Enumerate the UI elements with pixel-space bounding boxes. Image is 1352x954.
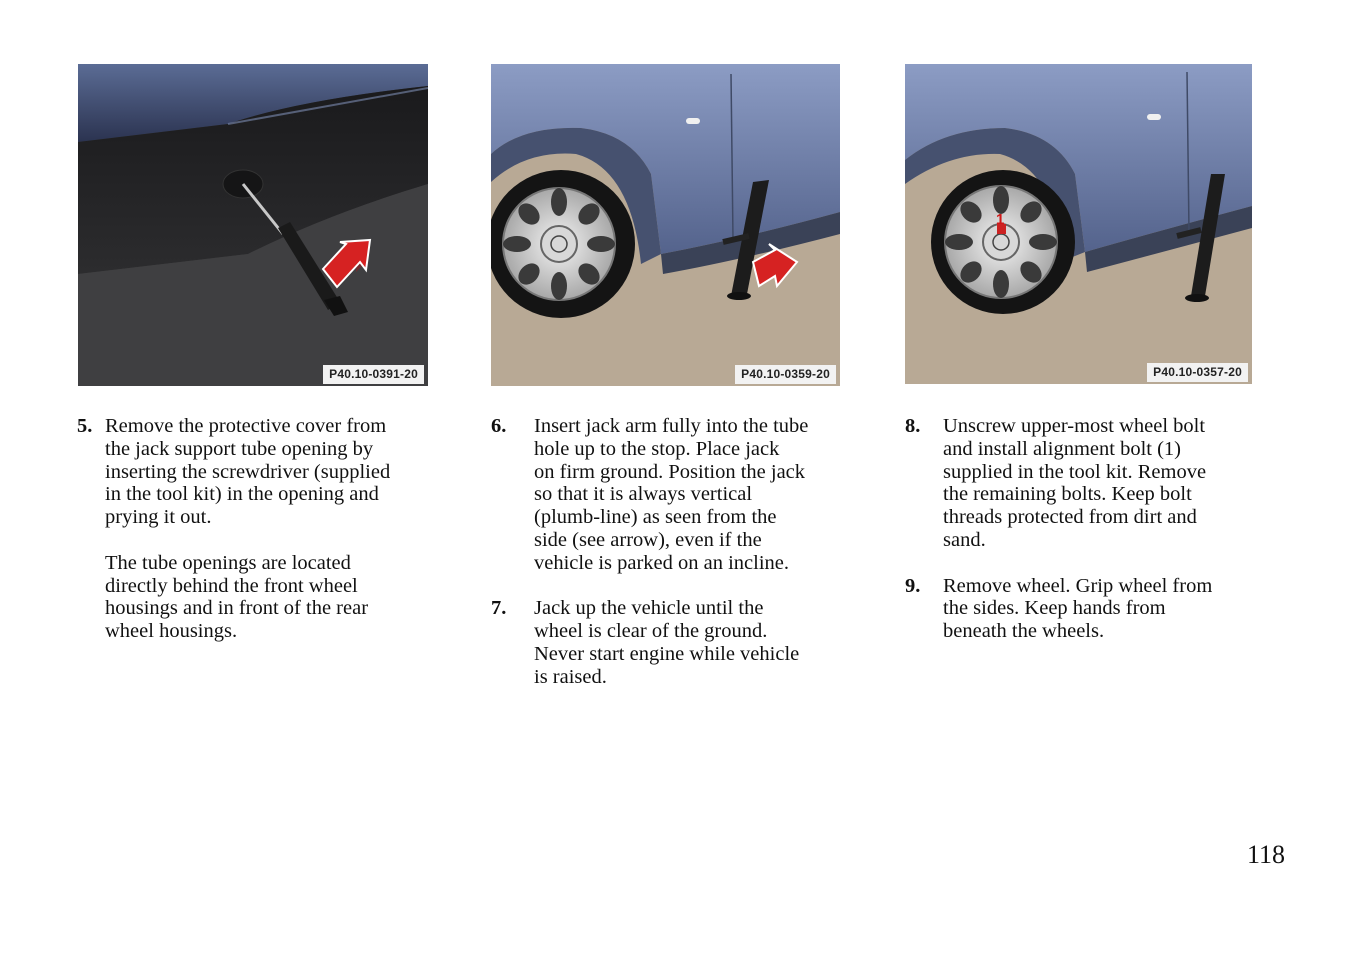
column-steps-6-7 [491,415,851,711]
step-8 [905,415,1265,552]
column-step-5 [77,415,437,666]
step-number: 5. [77,415,93,437]
figure-code: P40.10-0359-20 [735,365,836,384]
step-6 [491,415,851,575]
step-number: 8. [905,415,921,437]
figure-alignment-bolt [905,64,1252,384]
step-7 [491,597,851,688]
jack-insert-illustration [491,64,840,386]
step-number: 9. [905,574,921,597]
screwdriver-illustration [78,64,428,386]
figure-jack-insert [491,64,840,386]
step-number: 7. [491,597,507,620]
step-text: Remove wheel. Grip wheel from the sides. Keep hands from beneath the wheels. [943,574,1213,643]
figure-screwdriver-cover [78,64,428,386]
figure-code: P40.10-0391-20 [323,365,424,384]
page-number: 118 [1247,840,1286,869]
column-steps-8-9 [905,415,1265,666]
alignment-bolt-callout: 1 [996,211,1005,228]
step-text: Unscrew upper-most wheel bolt and install alignment bolt (1) supplied in the tool kit. Remove the remaining bolts. Keep bolt threads protected from dirt and sand. [943,415,1207,551]
step-text: Insert jack arm fully into the tube hole up to the stop. Place jack on firm ground. Position the jack so that it is always vertical (plumb-line) as seen from the side (see arrow), even if the vehicle is parked on an incline. [534,415,809,574]
step-note: The tube openings are located directly behind the front wheel housings and in front of the rear wheel housings. [105,551,369,643]
step-number: 6. [491,415,507,437]
figure-code: P40.10-0357-20 [1147,363,1248,382]
step-text: Jack up the vehicle until the wheel is clear of the ground. Never start engine while vehicle is raised. [534,597,800,688]
step-9 [905,575,1265,643]
step-text: Remove the protective cover from the jack support tube opening by inserting the screwdriver (supplied in the tool kit) in the opening and prying it out. [105,415,391,529]
alignment-bolt-illustration [905,64,1252,384]
step-5 [77,415,437,643]
